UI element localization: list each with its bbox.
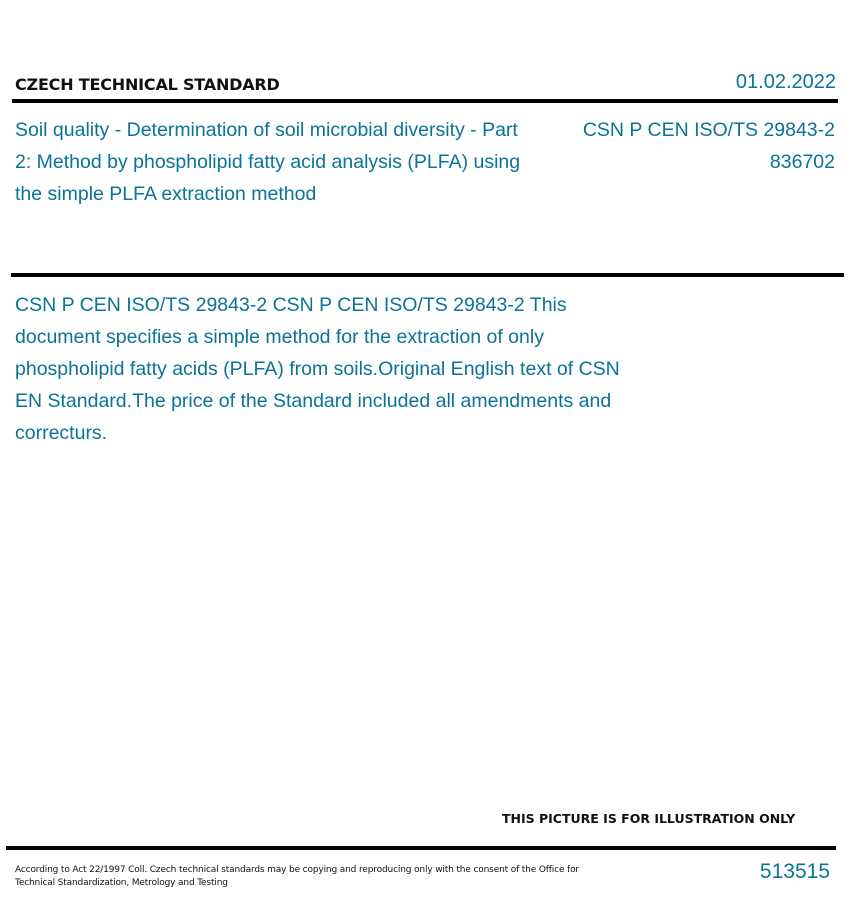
standard-number: 836702 [769,151,835,173]
illustration-note: THIS PICTURE IS FOR ILLUSTRATION ONLY [502,811,796,826]
standard-title: Soil quality - Determination of soil microbial diversity - Part 2: Method by phospholipid fatty acid analysis (PLFA) using the simple PLFA extraction method [15,119,521,205]
publication-date: 01.02.2022 [735,71,836,93]
section-divider [11,273,844,277]
header-divider [12,99,838,103]
footer-divider [6,846,836,850]
document-header-title: CZECH TECHNICAL STANDARD [15,75,280,94]
page-identifier: 513515 [759,860,830,883]
standard-code: CSN P CEN ISO/TS 29843-2 [582,119,835,141]
standard-identifier [583,114,835,178]
legal-notice: According to Act 22/1997 Coll. Czech technical standards may be copying and reproducing only with the consent of the Office for Technical Standardization, Metrology and Testing [15,865,579,888]
standard-summary: CSN P CEN ISO/TS 29843-2 CSN P CEN ISO/TS 29843-2 This document specifies a simple method for the extraction of only phospholipid fatty acids (PLFA) from soils.Original English text of CSN EN Standard.The price of the Standard included all amendments and correcturs. [15,294,620,444]
